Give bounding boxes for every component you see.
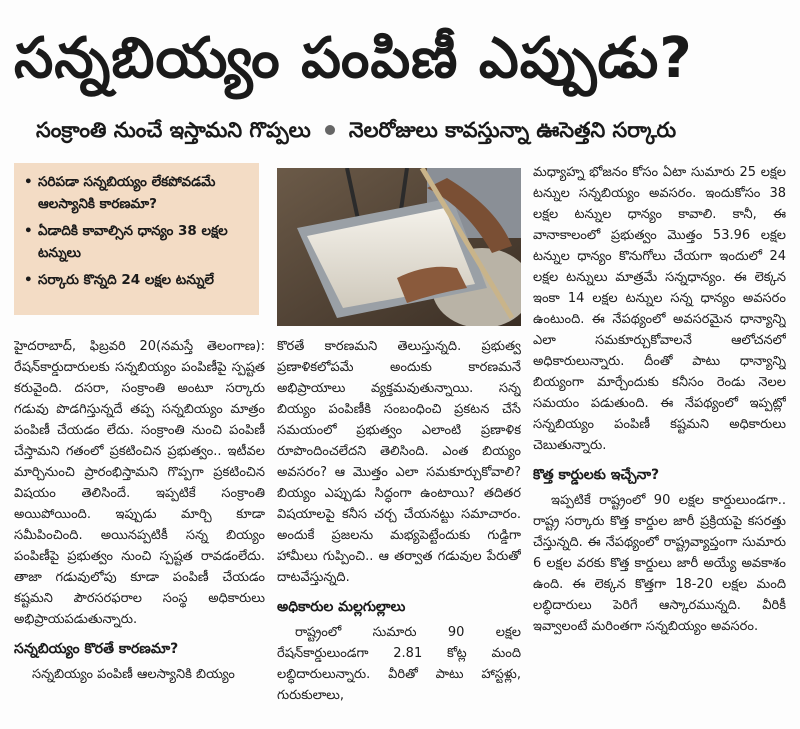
subhead-left: సంక్రాంతి నుంచే ఇస్తామని గొప్పలు [36, 118, 311, 142]
rice-scale-illustration [277, 168, 521, 326]
highlights-box [14, 163, 259, 315]
section-heading: కొత్త కార్డులకు ఇచ్చేనా? [533, 467, 660, 483]
subhead-right: నెలరోజులు కావస్తున్నా ఊసెత్తని సర్కారు [348, 118, 677, 142]
highlight-item: • సరిపడా సన్నబియ్యం లేకపోవడమే ఆలస్యానికి కారణమా? [24, 171, 249, 215]
paragraph: ఇప్పటికే రాష్ట్రంలో 90 లక్షల కార్డులుండగా.. రాష్ట్ర సర్కారు కొత్త కార్డుల జారీ ప్రక్రియపై కసరత్తు చేస్తున్నది. ఈ నేపథ్యంలో రాష్ట్రవ్యాప్తంగా సుమారు 6 లక్షల వరకు కొత్త కార్డులు జారీ అయ్యే అవకాశం ఉంది. ఈ లెక్కన కొత్తగా 18-20 లక్షల మంది లబ్ధిదారులు పెరిగే ఆస్కారమున్నది. వీరికీ ఇవ్వాలంటే మరింతగా సన్నబియ్యం అవసరం. [533, 493, 786, 634]
headline: సన్నబియ్యం పంపిణీ ఎప్పుడు? [14, 26, 693, 91]
subheadline [36, 112, 796, 148]
paragraph: రాష్ట్రంలో సుమారు 90 లక్షల రేషన్‌కార్డులుండగా 2.81 కోట్ల మంది లబ్ధిదారులున్నారు. వీరితో పాటు హాస్టళ్లు, గురుకులాలు, [277, 625, 521, 703]
paragraph: హైదరాబాద్, ఫిబ్రవరి 20(నమస్తే తెలంగాణ): రేషన్‌కార్డుదారులకు సన్నబియ్యం పంపిణీపై స్పష్టత కరువైంది. దసరా, సంక్రాంతి అంటూ సర్కారు గడువు పొడగిస్తున్నదే తప్ప సన్నబియ్యం మాత్రం పంపిణీ చేయడం లేదు. సంక్రాంతి నుంచి పంపిణీ చేస్తామని గతంలో ప్రకటించిన ప్రభుత్వం.. ఇటీవల మార్చినుంచి ప్రారంభిస్తామని గొప్పగా ప్రకటించిన విషయం తెలిసిందే. ఇప్పటికే సంక్రాంతి అయిపోయింది. ఇప్పుడు మార్చి కూడా సమీపించింది. అయినప్పటికీ సన్న బియ్యం పంపిణీపై ప్రభుత్వం నుంచి స్పష్టత రావడంలేదు. తాజా గడువులోపు కూడా పంపిణీ చేయడం కష్టమని పౌరసరఫరాల సంస్థ అధికారులు అభిప్రాయపడుతున్నారు. [14, 339, 265, 627]
highlight-item: • ఏడాదికి కావాల్సిన ధాన్యం 38 లక్షల టన్నులు [24, 220, 249, 264]
article-column-2 [277, 336, 521, 726]
bullet-dot-icon [325, 125, 335, 135]
article-column-3 [533, 162, 786, 727]
section-heading: అధికారుల మల్లగుల్లాలు [277, 599, 406, 615]
section-heading: సన్నబియ్యం కొరతే కారణమా? [14, 641, 179, 657]
paragraph: సన్నబియ్యం పంపిణీ ఆలస్యానికి బియ్యం [32, 667, 235, 682]
paragraph: మధ్యాహ్న భోజనం కోసం ఏటా సుమారు 25 లక్షల టన్నుల సన్నబియ్యం అవసరం. ఇందుకోసం 38 లక్షల టన్నుల ధాన్యం కావాలి. కానీ, ఈ వానాకాలంలో ప్రభుత్వం మొత్తం 53.96 లక్షల టన్నుల ధాన్యం కొనుగోలు చేయగా ఇందులో 24 లక్షల టన్నులు మాత్రమే సన్నధాన్యం. ఈ లెక్కన ఇంకా 14 లక్షల టన్నుల సన్న ధాన్యం అవసరం ఉంటుంది. ఈ నేపథ్యంలో అవసరమైన ధాన్యాన్ని ఎలా సమకూర్చుకోవాలనే ఆలోచనలో అధికారులున్నారు. దీంతో పాటు ధాన్యాన్ని బియ్యంగా మార్చేందుకు కనీసం రెండు నెలల సమయం పడుతుంది. ఈ నేపథ్యంలో ఇప్పట్లో సన్నబియ్యం పంపిణీ కష్టమని అధికారులు చెబుతున్నారు. [533, 165, 786, 453]
paragraph: కొరతే కారణమని తెలుస్తున్నది. ప్రభుత్వ ప్రణాళికలోపమే అందుకు కారణమనే అభిప్రాయాలు వ్యక్తమవుతున్నాయి. సన్న బియ్యం పంపిణీకి సంబంధించి ప్రకటన చేసే సమయంలో ప్రభుత్వం ఎలాంటి ప్రణాళిక రూపొందించలేదని తెలిసింది. ఎంత బియ్యం అవసరం? ఆ మొత్తం ఎలా సమకూర్చుకోవాలి? బియ్యం ఎప్పుడు సిద్ధంగా ఉంటాయి? తదితర విషయాలపై కనీస చర్చ చేయనట్టు సమాచారం. అందుకే ప్రజలను మభ్యపెట్టేందుకు గుడ్డిగా హామీలు గుప్పించి.. ఆ తర్వాత గడువుల పేరుతో దాటవేస్తున్నది. [277, 339, 521, 585]
article-column-1 [14, 336, 265, 726]
rice-photo [277, 168, 521, 326]
highlight-item: • సర్కారు కొన్నది 24 లక్షల టన్నులే [24, 269, 249, 291]
